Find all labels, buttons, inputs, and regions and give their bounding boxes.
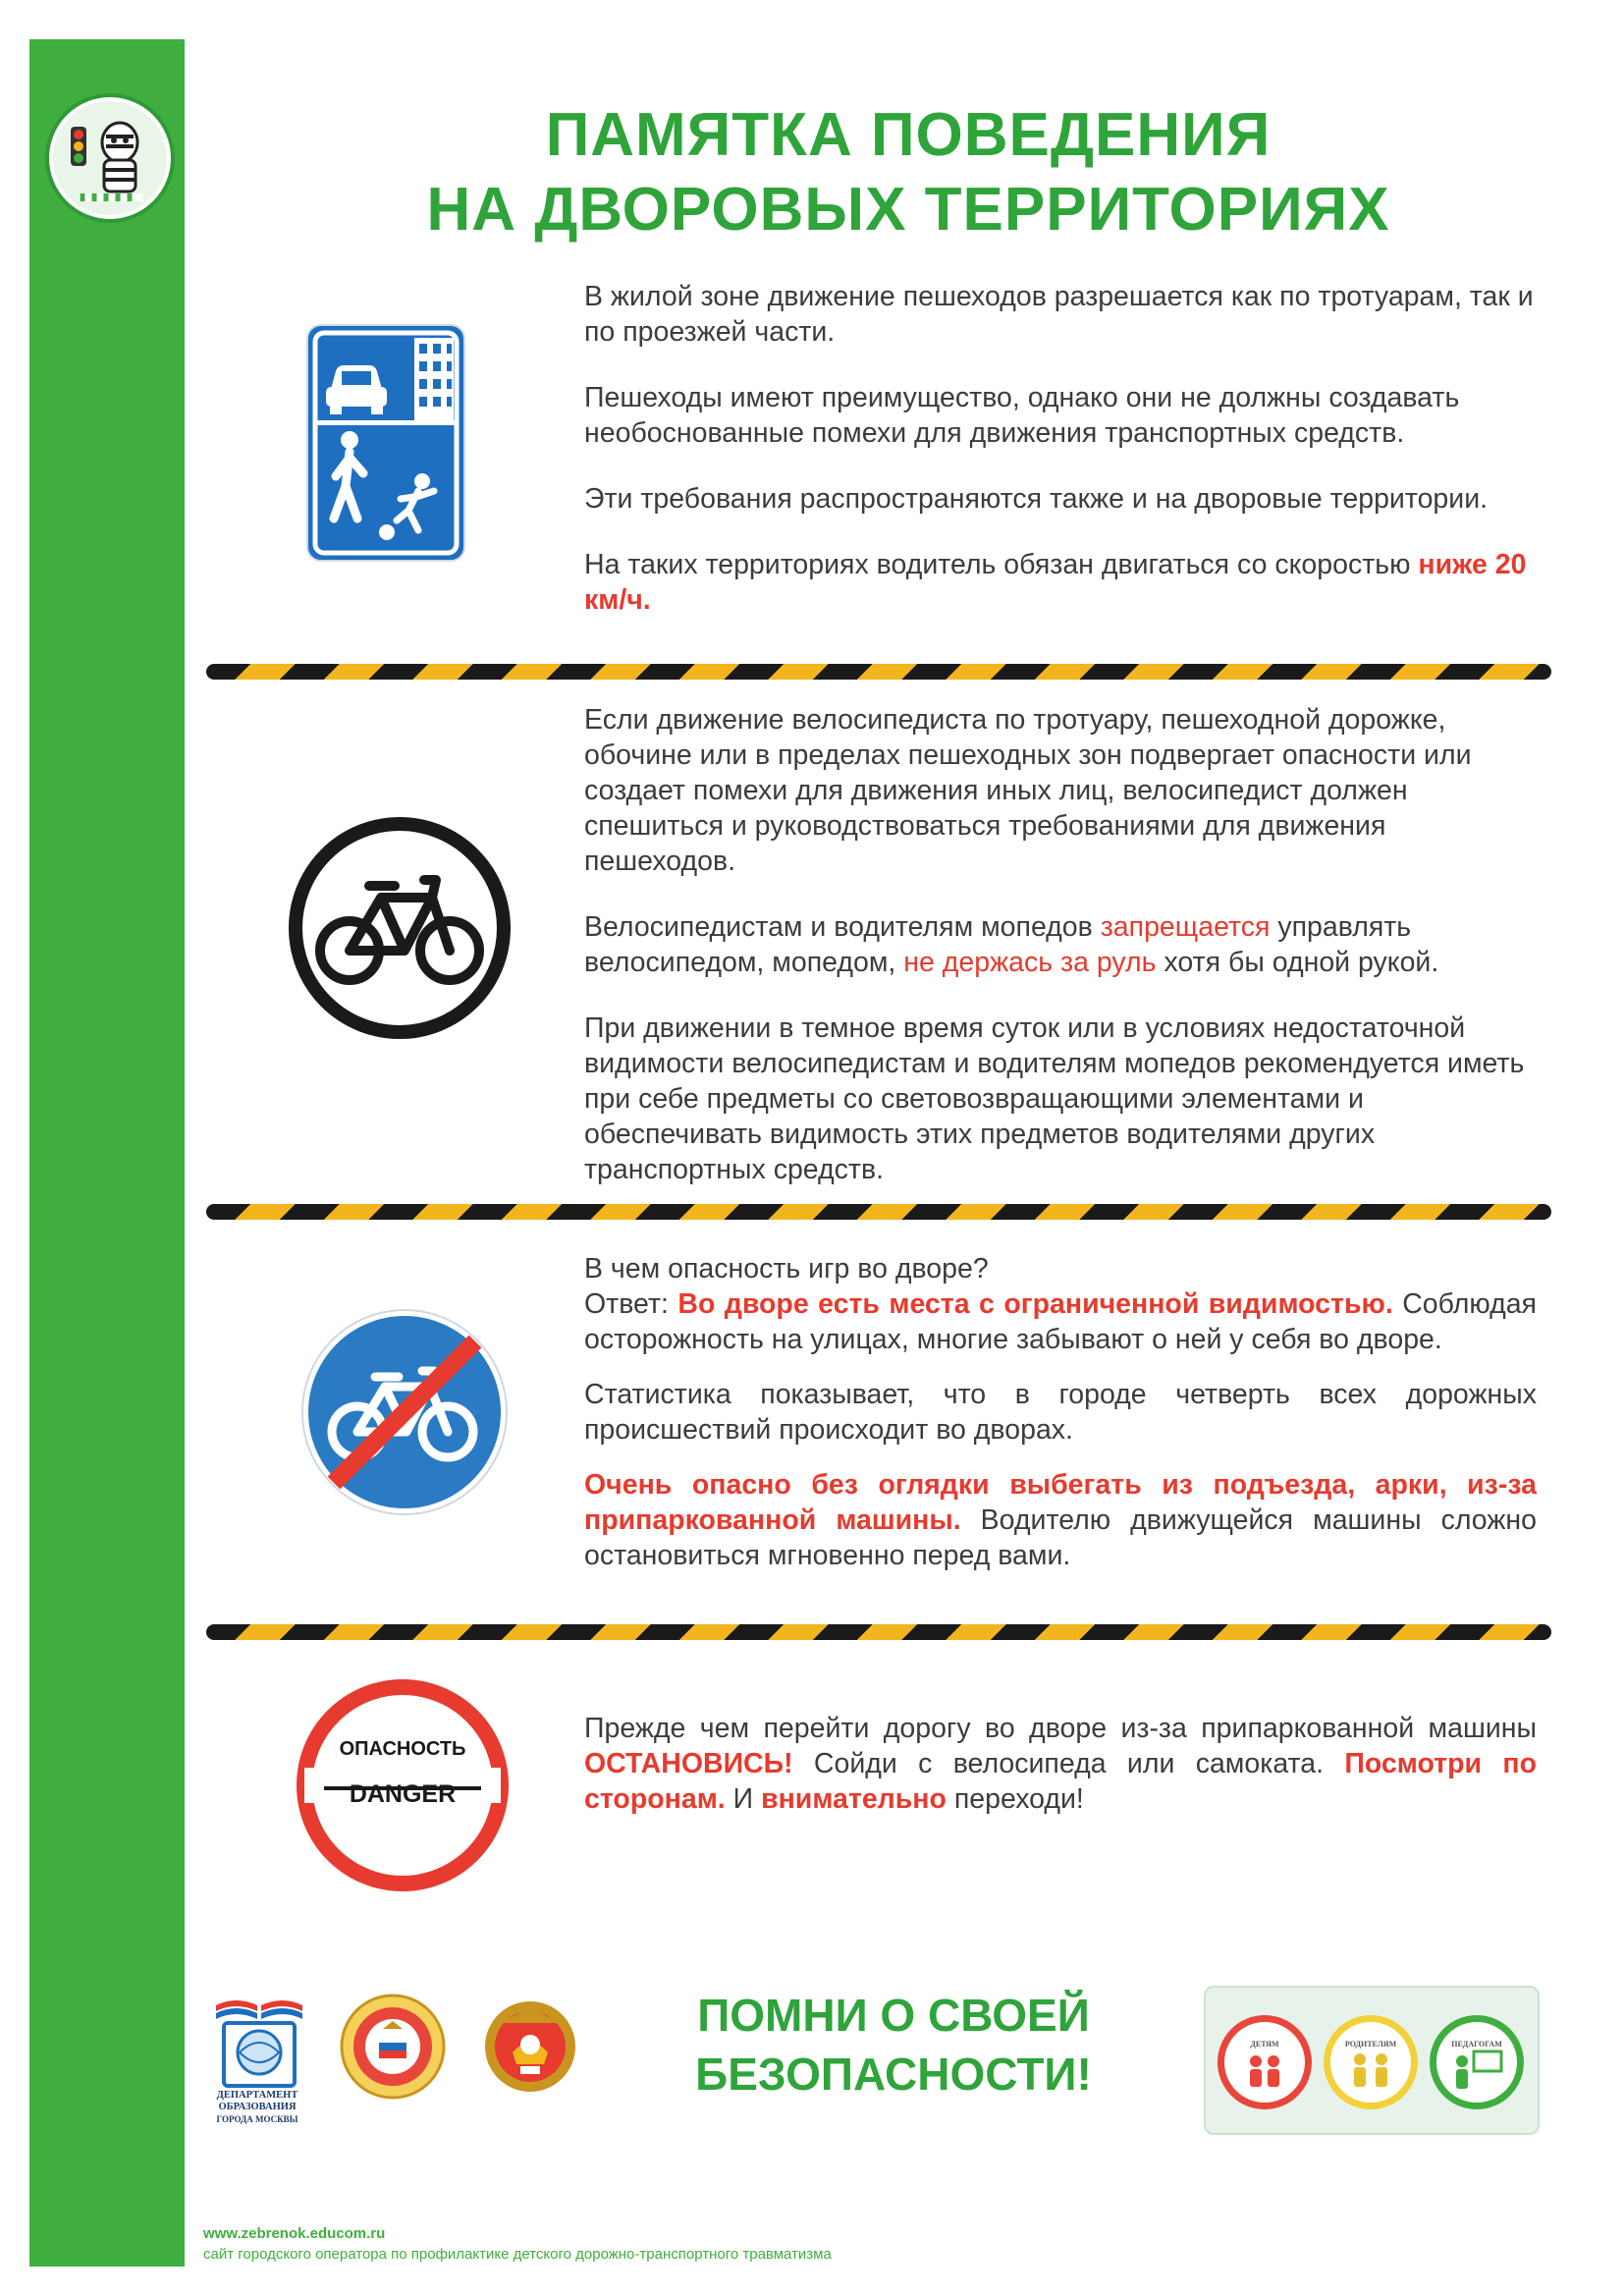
danger-sign-bottom-text: DANGER (349, 1780, 457, 1808)
title-line-1: ПАМЯТКА ПОВЕДЕНИЯ (545, 101, 1272, 169)
section-4-paragraph (584, 1711, 1537, 1817)
danger-question: В чем опасность игр во дворе? (584, 1253, 989, 1285)
bicycle-marking-sign-icon (287, 815, 513, 1046)
speed-limit-highlight: ниже 20 км/ч. (584, 549, 1527, 616)
section-1-paragraph-2: Пешеходы имеют преимущество, однако они не должны создавать необоснованные помехи для движения транспортных средств. (584, 382, 1460, 449)
section-2-paragraph-1: Если движение велосипедиста по тротуару, пешеходной дорожке, обочине или в пределах пешеходных зон подвергает опасности или создает помехи для движения иных лиц, велосипедист должен спешиться и руководствоваться требованиями для движения пешеходов. (584, 704, 1472, 877)
living-zone-sign-icon (306, 324, 465, 567)
section-2-paragraph-2 (584, 909, 1537, 980)
section-3-paragraph-2: Статистика показывает, что в городе четверть всех дорожных происшествий происходит во дворах. (584, 1379, 1537, 1446)
crossing-text-4: переходи! (946, 1783, 1084, 1815)
forbidden-highlight: запрещается (1100, 911, 1271, 943)
section-1-paragraph-3: Эти требования распространяются также и на дворовые территории. (584, 483, 1489, 515)
slogan-line-2: БЕЗОПАСНОСТИ! (695, 2049, 1092, 2100)
parents-icon (1330, 2022, 1411, 2103)
section-1-paragraph-1: В жилой зоне движение пешеходов разрешается как по тротуарам, так и по проезжей части. (584, 281, 1534, 348)
section-3-paragraph-3 (584, 1467, 1537, 1573)
education-department-logo (210, 1994, 308, 2102)
program-banner (1204, 1986, 1540, 2135)
section-4-text (584, 1711, 1537, 1847)
footer-description: сайт городского оператора по профилактике детского дорожно-транспортного травматизма (203, 2246, 832, 2263)
title-line-2: НА ДВОРОВЫХ ТЕРРИТОРИЯХ (426, 176, 1390, 244)
carefully-highlight: внимательно (761, 1783, 947, 1815)
answer-rest: Соблюдая осторожность на улицах, многие забывают о ней у себя во дворе. (584, 1288, 1537, 1355)
left-green-bar (29, 39, 185, 2267)
teachers-label: ПЕДАГОГАМ (1451, 2040, 1502, 2049)
education-department-emblem-icon (210, 1994, 308, 2092)
look-around-highlight: Посмотри по сторонам. (584, 1748, 1538, 1815)
cyclists-text-c: хотя бы одной рукой. (1156, 947, 1439, 978)
dept-line-1: ДЕПАРТАМЕНТ (216, 2090, 298, 2101)
answer-highlight: Во дворе есть места с ограниченной видимостью. (677, 1288, 1393, 1320)
speed-text: На таких территориях водитель обязан двигаться со скоростью (584, 549, 1419, 580)
slogan-line-1: ПОМНИ О СВОЕЙ (697, 1990, 1090, 2041)
remember-safety-slogan (628, 1986, 1159, 2104)
stop-highlight: ОСТАНОВИСЬ! (584, 1748, 793, 1779)
danger-sign-top-text: ОПАСНОСТЬ (339, 1738, 466, 1760)
romanov-school-emblem-icon (340, 1994, 446, 2105)
teachers-circle (1430, 2015, 1524, 2109)
parents-circle (1324, 2015, 1418, 2109)
cyclists-text-a: Велосипедистам и водителям мопедов (584, 911, 1101, 943)
section-3-text (584, 1251, 1537, 1604)
section-1-text (584, 279, 1537, 648)
divider-2 (206, 1204, 1551, 1220)
handlebar-highlight: не держась за руль (903, 947, 1157, 978)
dept-line-3: ГОРОДА МОСКВЫ (216, 2114, 298, 2124)
children-icon (1224, 2022, 1305, 2103)
footer-website-url[interactable]: www.zebrenok.educom.ru (203, 2225, 386, 2242)
dept-line-2: ОБРАЗОВАНИЯ (218, 2102, 297, 2112)
end-of-cycle-path-sign-icon (298, 1306, 511, 1523)
zebra-mascot-logo (45, 93, 175, 223)
answer-label: Ответ: (584, 1288, 678, 1320)
crossing-text-3: И (725, 1783, 762, 1815)
cyclists-text-b: управлять велосипедом, мопедом, (584, 911, 1412, 978)
driver-text: Водителю движущейся машины сложно остановиться мгновенно перед вами. (584, 1504, 1537, 1571)
section-2-text (584, 702, 1537, 1218)
divider-3 (206, 1624, 1551, 1640)
section-3-paragraph-1 (584, 1251, 1537, 1357)
teachers-icon (1436, 2022, 1517, 2103)
section-1-paragraph-4 (584, 547, 1537, 618)
children-label: ДЕТЯМ (1250, 2040, 1279, 2049)
section-2-paragraph-3: При движении в темное время суток или в условиях недостаточной видимости велосипедистам и водителям мопедов рекомендуется иметь при себе предметы со световозвращающими элементами и обеспечивать видимость этих предметов водителями других транспортных средств. (584, 1012, 1525, 1185)
page-title (295, 98, 1522, 247)
traffic-police-emblem-icon (479, 1994, 581, 2101)
education-department-caption (202, 2090, 312, 2125)
divider-1 (206, 664, 1551, 680)
crossing-text-1: Прежде чем перейти дорогу во дворе из-за припаркованной машины (584, 1713, 1537, 1744)
crossing-text-2: Сойди с велосипеда или самоката. (792, 1748, 1345, 1779)
zebra-mascot-icon (49, 97, 171, 219)
running-out-warning: Очень опасно без оглядки выбегать из подъезда, арки, из-за припаркованной машины. (584, 1469, 1537, 1536)
children-circle (1218, 2015, 1312, 2109)
parents-label: РОДИТЕЛЯМ (1344, 2040, 1397, 2049)
